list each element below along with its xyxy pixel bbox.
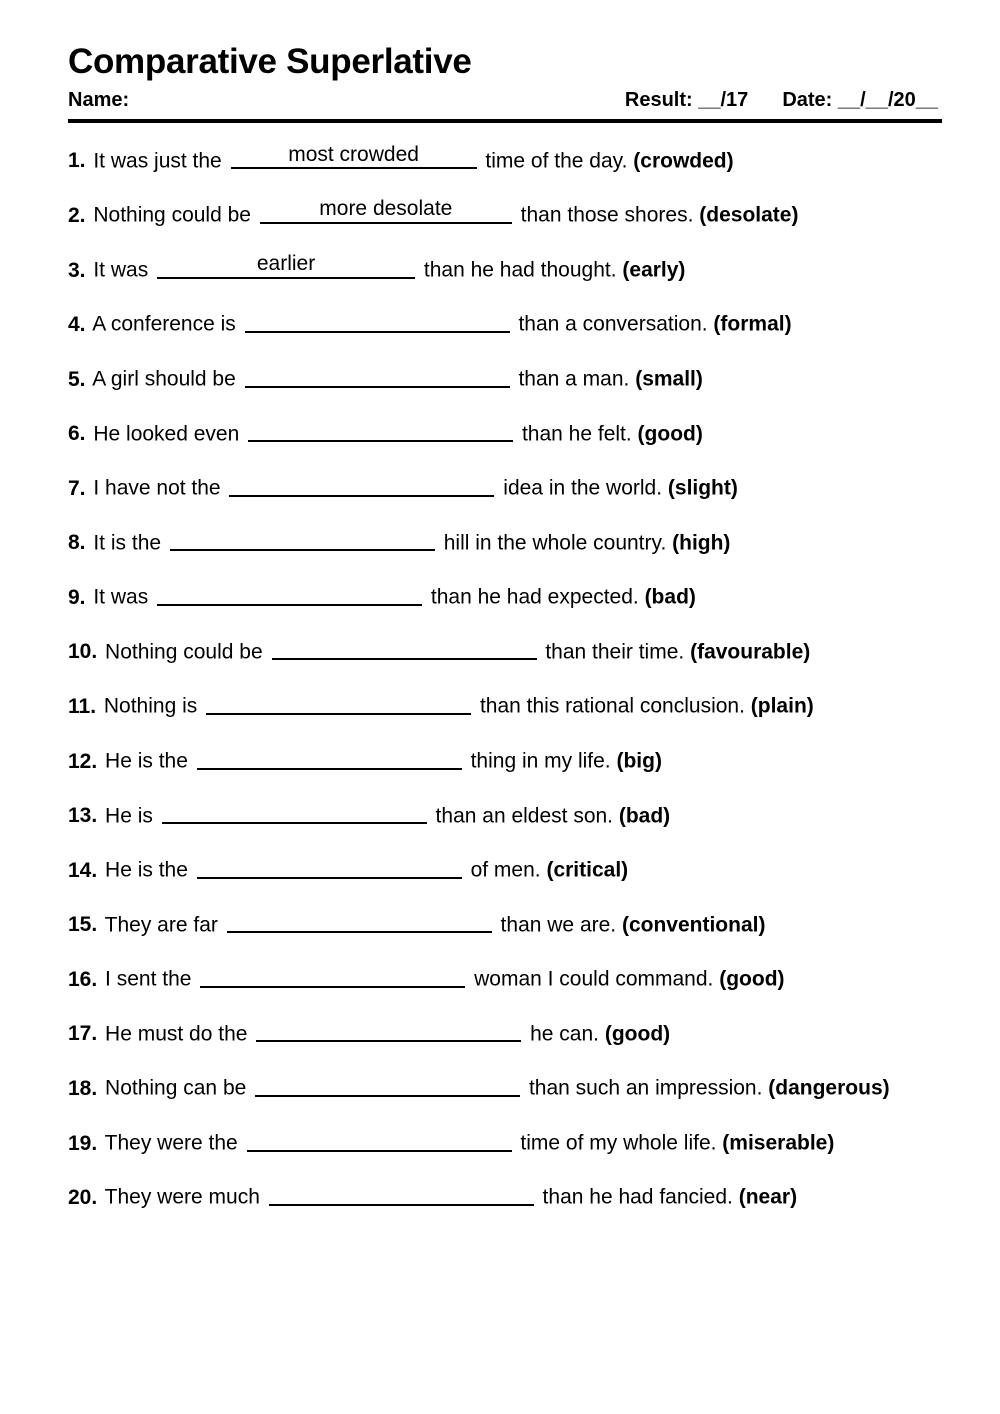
result-value: __/17 (698, 88, 749, 111)
answer-blank[interactable] (248, 418, 513, 443)
question-item (68, 1181, 942, 1211)
question-number: 7. (68, 476, 86, 500)
result-label: Result: (624, 88, 693, 111)
question-item (68, 472, 942, 502)
answer-blank[interactable] (197, 854, 462, 879)
question-hint-word: (critical) (546, 858, 629, 882)
question-hint-word: (bad) (644, 585, 696, 609)
question-number: 11. (68, 695, 97, 719)
question-text-after: than their time. (539, 640, 691, 664)
page-title: Comparative Superlative (68, 42, 472, 81)
date-label: Date: (782, 88, 833, 111)
question-hint-word: (crowded) (633, 149, 734, 173)
question-hint-word: (conventional) (621, 913, 766, 937)
question-text-before: I sent the (99, 967, 198, 991)
question-text-after: than those shores. (514, 203, 700, 227)
question-item (68, 581, 942, 611)
question-number: 15. (68, 913, 98, 937)
question-text-before: I have not the (87, 476, 227, 500)
answer-blank[interactable] (200, 963, 465, 988)
question-text-after: time of my whole life. (514, 1131, 723, 1155)
question-text-after: than a man. (512, 367, 636, 391)
question-hint-word: (favourable) (690, 640, 811, 664)
answer-blank[interactable] (247, 1127, 512, 1152)
question-text-before: He is the (99, 749, 194, 773)
question-text-after: he can. (524, 1022, 605, 1046)
question-text-after: than an eldest son. (429, 804, 619, 828)
question-number: 5. (68, 367, 86, 391)
question-text-after: thing in my life. (464, 749, 617, 773)
question-text-before: Nothing can be (99, 1076, 253, 1100)
question-number: 14. (68, 858, 98, 882)
question-item (68, 308, 942, 338)
answer-blank[interactable] (206, 690, 471, 715)
question-item (68, 199, 942, 229)
question-hint-word: (plain) (750, 695, 814, 719)
question-number: 17. (68, 1022, 98, 1046)
answer-text: earlier (256, 253, 316, 275)
question-text-before: They were much (99, 1186, 266, 1210)
answer-blank[interactable] (229, 472, 494, 497)
question-hint-word: (formal) (713, 313, 792, 337)
question-number: 6. (68, 422, 86, 446)
answer-blank[interactable] (255, 1072, 520, 1097)
question-item (68, 1127, 942, 1157)
question-text-after: woman I could command. (468, 967, 720, 991)
question-item (68, 909, 942, 939)
question-item (68, 636, 942, 666)
question-text-before: He is the (99, 858, 194, 882)
question-text-before: It is the (87, 531, 167, 555)
answer-blank[interactable] (157, 254, 415, 279)
answer-blank[interactable] (245, 363, 510, 388)
header-divider (68, 119, 942, 123)
question-text-after: than such an impression. (523, 1076, 769, 1100)
question-item (68, 527, 942, 557)
answer-blank[interactable] (272, 636, 537, 661)
question-text-before: A conference is (87, 313, 242, 337)
date-field (782, 89, 938, 112)
question-text-before: He must do the (99, 1022, 254, 1046)
question-text-after: than we are. (494, 913, 622, 937)
question-text-after: of men. (464, 858, 547, 882)
question-text-before: He is (99, 804, 159, 828)
question-text-before: They are far (99, 913, 224, 937)
answer-blank[interactable] (197, 745, 462, 770)
question-hint-word: (desolate) (699, 203, 799, 227)
question-number: 2. (68, 203, 86, 227)
answer-blank[interactable] (260, 199, 512, 224)
question-number: 19. (68, 1131, 98, 1155)
question-text-before: Nothing could be (87, 203, 257, 227)
question-number: 9. (68, 585, 86, 609)
worksheet-meta-row (68, 89, 942, 112)
question-item (68, 1018, 942, 1048)
answer-blank[interactable] (227, 909, 492, 934)
answer-text: more desolate (319, 199, 453, 221)
question-text-after: than he had expected. (425, 585, 645, 609)
question-hint-word: (big) (616, 749, 662, 773)
question-hint-word: (miserable) (722, 1131, 835, 1155)
question-text-after: hill in the whole country. (437, 531, 673, 555)
answer-text: most crowded (288, 144, 419, 166)
question-text-after: than he felt. (516, 422, 638, 446)
question-number: 1. (68, 149, 86, 173)
question-text-after: time of the day. (479, 149, 634, 173)
question-text-before: Nothing is (98, 695, 204, 719)
answer-blank[interactable] (157, 581, 422, 606)
question-number: 13. (68, 804, 98, 828)
question-number: 16. (68, 967, 98, 991)
question-text-after: idea in the world. (497, 476, 668, 500)
question-item (68, 854, 942, 884)
question-item (68, 745, 942, 775)
question-text-after: than he had fancied. (536, 1186, 739, 1210)
question-text-after: than a conversation. (512, 313, 714, 337)
meta-right-group (625, 89, 938, 112)
question-text-before: They were the (99, 1131, 244, 1155)
question-number: 10. (68, 640, 98, 664)
question-number: 18. (68, 1076, 98, 1100)
question-text-after: than this rational conclusion. (474, 695, 751, 719)
question-list (68, 145, 942, 1212)
answer-blank[interactable] (231, 145, 477, 170)
question-item (68, 418, 942, 448)
question-hint-word: (good) (604, 1022, 671, 1046)
question-hint-word: (early) (622, 258, 686, 282)
question-text-before: It was just the (87, 149, 228, 173)
question-text-after: than he had thought. (418, 258, 623, 282)
answer-blank[interactable] (170, 527, 435, 552)
question-item (68, 800, 942, 830)
question-text-before: It was (87, 585, 155, 609)
question-item (68, 145, 942, 175)
question-hint-word: (good) (719, 967, 785, 991)
question-text-before: He looked even (87, 422, 246, 446)
question-number: 8. (68, 531, 86, 555)
question-hint-word: (high) (672, 531, 731, 555)
question-number: 12. (68, 749, 98, 773)
question-hint-word: (near) (738, 1186, 798, 1210)
question-number: 4. (68, 313, 86, 337)
question-item (68, 254, 942, 284)
question-text-before: Nothing could be (99, 640, 269, 664)
answer-blank[interactable] (269, 1181, 534, 1206)
question-text-before: It was (87, 258, 155, 282)
question-number: 3. (68, 258, 86, 282)
question-hint-word: (slight) (667, 476, 738, 500)
question-item (68, 363, 942, 393)
date-value: __/__/20__ (837, 88, 938, 111)
question-hint-word: (dangerous) (768, 1076, 890, 1100)
question-text-before: A girl should be (87, 367, 242, 391)
question-hint-word: (bad) (618, 804, 671, 828)
result-field (625, 89, 748, 112)
answer-blank[interactable] (245, 308, 510, 333)
question-hint-word: (good) (637, 422, 703, 446)
name-label: Name: (68, 88, 130, 111)
question-hint-word: (small) (635, 367, 703, 391)
question-item (68, 690, 942, 720)
question-number: 20. (68, 1186, 98, 1210)
answer-blank[interactable] (162, 800, 427, 825)
question-item (68, 963, 942, 993)
answer-blank[interactable] (256, 1018, 521, 1043)
question-item (68, 1072, 942, 1102)
